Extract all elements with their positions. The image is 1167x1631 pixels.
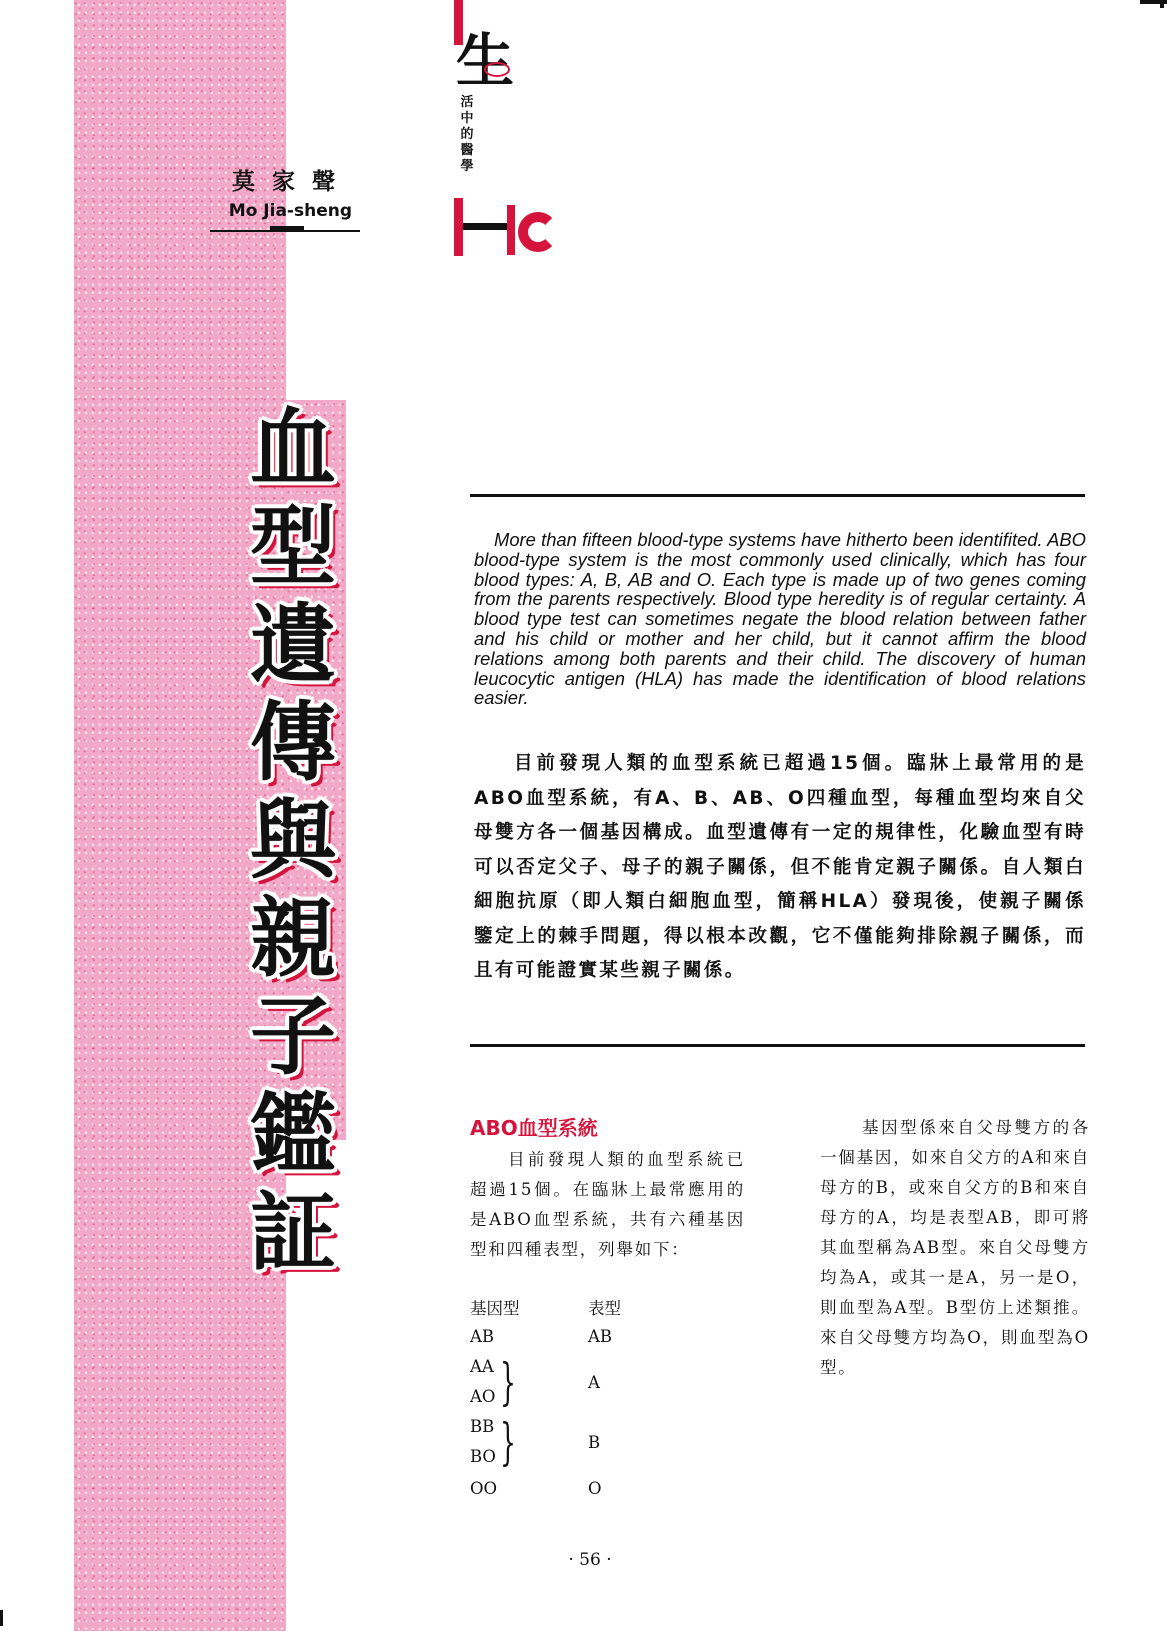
- genotype-cell: BO: [470, 1447, 496, 1466]
- title-char: 血: [250, 399, 336, 499]
- phenotype-cell: AB: [588, 1327, 613, 1346]
- abstract-top-rule: [470, 494, 1085, 497]
- phenotype-cell: O: [588, 1479, 602, 1498]
- logo-subtitle: 活中的醫學: [460, 95, 474, 174]
- crop-mark: [0, 1610, 3, 1626]
- right-brace-icon: }: [500, 1353, 516, 1411]
- logo-h-crossbar: [463, 223, 507, 230]
- abstract-chinese: 目前發現人類的血型系統已超過15個。臨牀上最常用的是ABO血型系統，有A、B、AB、O四種血型，每種血型均來自父母雙方各一個基因構成。血型遺傳有一定的規律性，化驗血型有時可以否定父子、母子的親子關係，但不能肯定親子關係。自人類白細胞抗原（即人類白細胞血型，簡稱HLA）發現後，使親子關係鑒定上的棘手問題，得以根本改觀，它不僅能夠排除親子關係，而且有可能證實某些親子關係。: [474, 753, 1086, 981]
- genotype-cell: OO: [470, 1479, 498, 1498]
- column-1-paragraph: 目前發現人類的血型系統已超過15個。在臨牀上最常應用的是ABO血型系統，共有六種基因型和四種表型，列舉如下：: [470, 1150, 745, 1259]
- genotype-cell: BB: [470, 1417, 495, 1436]
- section-heading: ABO血型系統: [470, 1116, 598, 1140]
- title-char: 傳: [250, 693, 336, 793]
- logo-oval-icon: [484, 62, 510, 77]
- author-name-chinese: 莫家聲: [232, 169, 352, 195]
- logo-c-icon: [518, 212, 558, 252]
- abstract-english: More than fifteen blood-type systems have hitherto been identifited. ABO blood-type system is the most commonly used clinically, which has four blood types: A, B, AB and O. Each type is made up of two genes coming from the parents respectively. Blood type heredity is of regular certainty. A blood type test can sometimes negate the blood relation between father and his child or mother and her child, but it cannot affirm the blood relations among both parents and their child. The discovery of human leucocytic antigen (HLA) has made the identification of blood relations easier.: [474, 529, 1086, 709]
- author-underline-mark: [270, 226, 304, 232]
- genotype-cell: AA: [470, 1357, 494, 1376]
- logo-big-character: 生: [456, 27, 515, 95]
- right-brace-icon: }: [500, 1413, 516, 1471]
- abstract-bottom-rule: [470, 1044, 1085, 1047]
- title-char: 親: [250, 889, 336, 989]
- title-char: 型: [250, 497, 336, 597]
- page-number: · 56 ·: [568, 1550, 612, 1570]
- column-logo: [454, 0, 594, 270]
- phenotype-cell: B: [588, 1433, 601, 1452]
- crop-mark: [1160, 0, 1164, 8]
- title-char: 子: [250, 987, 336, 1087]
- table-header-genotype: 基因型: [470, 1299, 520, 1318]
- column-2-paragraph: 基因型係來自父母雙方的各一個基因，如來自父方的A和來自母方的B，或來自父方的B和來自母方的A，均是表型AB，即可將其血型稱為AB型。來自父母雙方均為A，或其一是A，另一是O，則血型為A型。B型仿上述類推。來自父母雙方均為O，則血型為O型。: [820, 1118, 1090, 1377]
- table-header-phenotype: 表型: [588, 1299, 621, 1318]
- author-name-english: Mo Jia-sheng: [228, 201, 352, 221]
- article-title: [238, 400, 348, 1282]
- title-char: 遺: [250, 595, 336, 695]
- title-char: 與: [250, 791, 336, 891]
- logo-h-right-stroke: [507, 205, 515, 255]
- genotype-cell: AO: [470, 1387, 496, 1406]
- phenotype-cell: A: [588, 1373, 600, 1392]
- genotype-cell: AB: [470, 1327, 495, 1346]
- title-char: 鑑: [250, 1085, 336, 1185]
- logo-h-left-stroke: [454, 198, 463, 256]
- author-block: [210, 168, 358, 222]
- title-char: 証: [250, 1183, 336, 1283]
